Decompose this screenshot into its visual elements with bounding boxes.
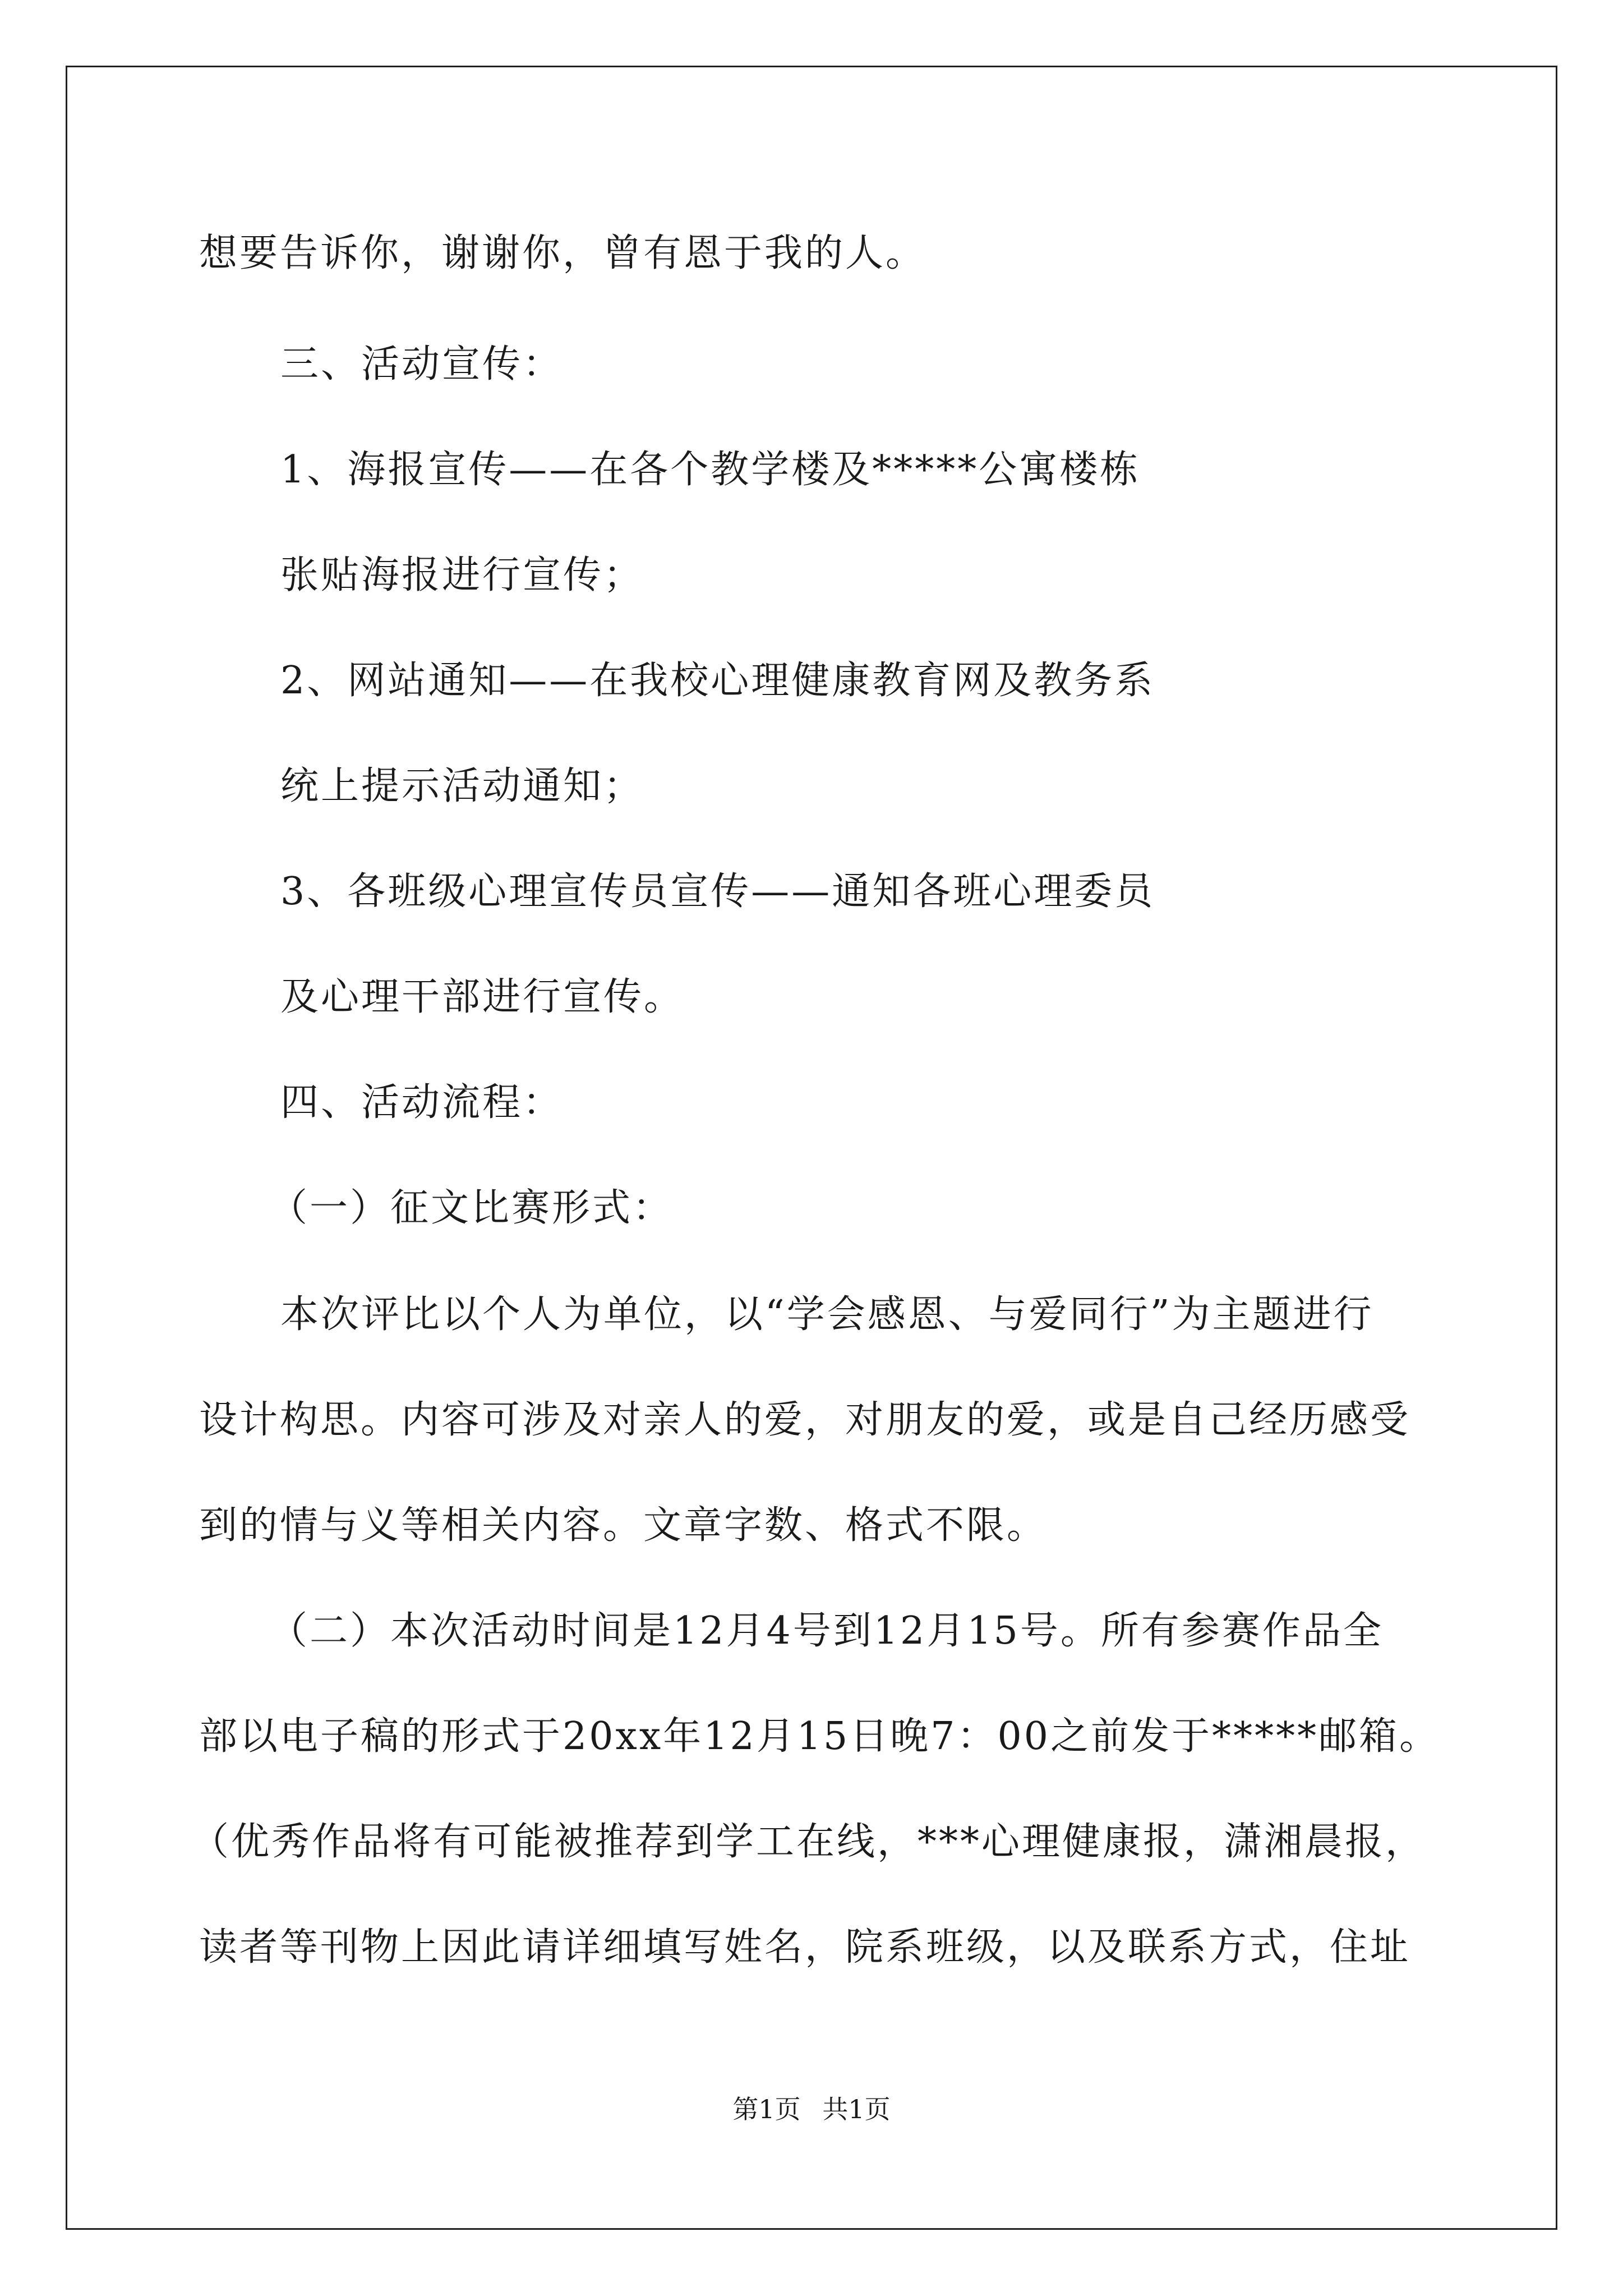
section-heading-publicity: 三、活动宣传：	[280, 342, 564, 386]
subsection-heading-essay: （一）征文比赛形式：	[269, 1186, 674, 1230]
text-line-13: 到的情与义等相关内容。文章字数、格式不限。	[199, 1503, 1048, 1548]
text-line-15: 部以电子稿的形式于20xx年12月15日晚7：00之前发于*****邮箱。	[199, 1714, 1440, 1759]
page-footer	[0, 2093, 1623, 2125]
text-line-6: 统上提示活动通知；	[280, 764, 644, 808]
text-line-7: 3、各班级心理宣传员宣传——通知各班心理委员	[280, 869, 1155, 914]
text-line-11: 本次评比以个人为单位，以“学会感恩、与爱同行”为主题进行	[280, 1292, 1374, 1337]
text-line-8: 及心理干部进行宣传。	[280, 975, 685, 1019]
text-line-4: 张贴海报进行宣传；	[280, 553, 644, 597]
page-number-total: 共1页	[822, 2094, 891, 2124]
text-line-14: （二）本次活动时间是12月4号到12月15号。所有参赛作品全	[269, 1609, 1384, 1653]
text-line-5: 2、网站通知——在我校心理健康教育网及教务系	[280, 659, 1155, 703]
text-line-3: 1、海报宣传——在各个教学楼及*****公寓楼栋	[280, 448, 1141, 492]
section-heading-process: 四、活动流程：	[280, 1080, 564, 1125]
text-line-17: 读者等刊物上因此请详细填写姓名，院系班级，以及联系方式，住址	[199, 1925, 1411, 1970]
page-border	[66, 66, 1557, 2230]
text-line-16: （优秀作品将有可能被推荐到学工在线，***心理健康报，潇湘晨报，	[191, 1820, 1426, 1864]
page-number-current: 第1页	[732, 2094, 801, 2124]
text-line-1: 想要告诉你，谢谢你，曾有恩于我的人。	[199, 231, 926, 275]
text-line-12: 设计构思。内容可涉及对亲人的爱，对朋友的爱，或是自己经历感受	[199, 1398, 1411, 1442]
